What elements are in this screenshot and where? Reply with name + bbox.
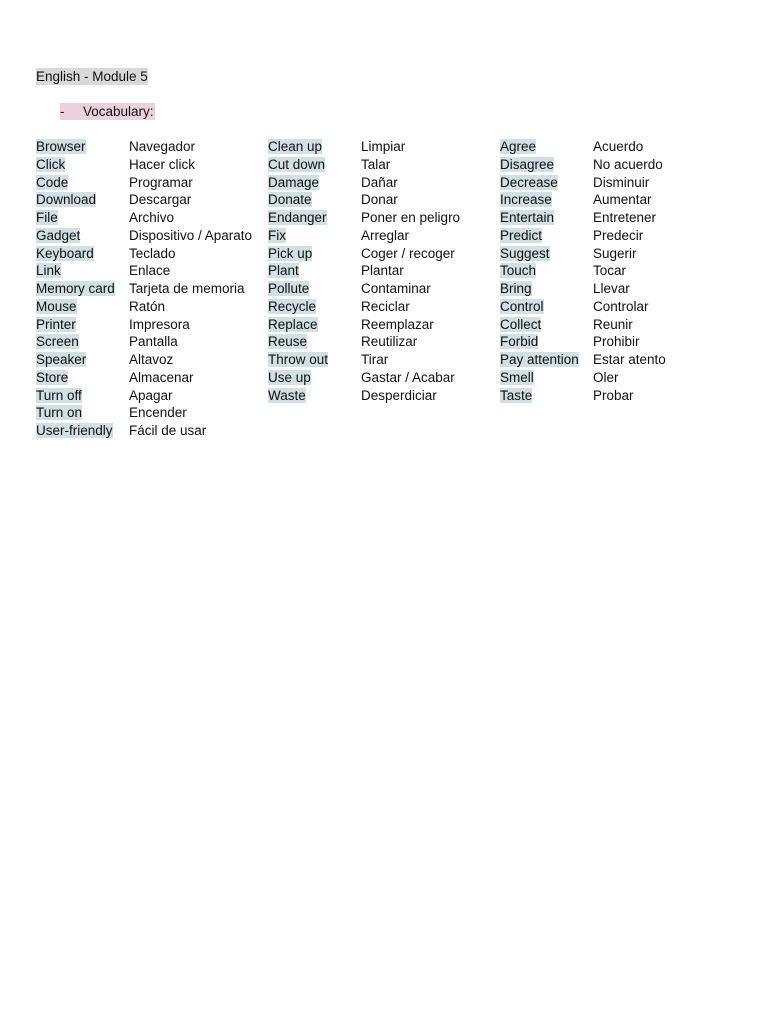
english-term — [268, 387, 361, 405]
vocab-row — [268, 191, 460, 209]
english-term-text: Pick up — [268, 245, 313, 261]
english-term — [36, 369, 129, 387]
english-term-text: Click — [36, 156, 66, 172]
english-term — [268, 245, 361, 263]
spanish-translation: Apagar — [129, 387, 173, 403]
vocab-row — [500, 191, 666, 209]
english-term-text: Smell — [500, 369, 534, 385]
vocab-row — [36, 404, 252, 422]
english-term — [500, 280, 593, 298]
vocab-row — [268, 156, 460, 174]
english-term-text: User-friendly — [36, 423, 113, 438]
english-term — [268, 209, 361, 227]
spanish-translation: Tocar — [593, 263, 627, 279]
vocab-row — [268, 387, 460, 405]
english-term-text: Collect — [500, 316, 542, 332]
vocab-row — [500, 156, 666, 174]
english-term-text: Use up — [268, 369, 311, 385]
english-term-text: Gadget — [36, 227, 81, 243]
english-term-text: Speaker — [36, 352, 87, 367]
english-term — [36, 156, 129, 174]
english-term — [36, 387, 129, 405]
english-term-text: Turn on — [36, 405, 83, 421]
spanish-translation: Gastar / Acabar — [361, 369, 455, 385]
spanish-translation: Dispositivo / Aparato — [129, 227, 253, 243]
vocabulary-heading — [60, 103, 155, 120]
vocab-row — [268, 316, 460, 334]
english-term — [36, 280, 129, 298]
spanish-translation: Reutilizar — [361, 334, 418, 350]
spanish-translation: Encender — [129, 405, 187, 421]
english-term — [36, 262, 129, 280]
vocab-row — [36, 280, 252, 298]
english-term-text: Screen — [36, 334, 79, 350]
vocab-row — [36, 262, 252, 280]
english-term — [268, 227, 361, 245]
spanish-translation: Entretener — [593, 210, 657, 225]
english-term — [500, 227, 593, 245]
english-term-text: Link — [36, 263, 61, 279]
english-term — [500, 156, 593, 174]
spanish-translation: No acuerdo — [593, 156, 663, 172]
english-term — [268, 298, 361, 316]
spanish-translation: Predecir — [593, 227, 644, 243]
english-term-text: Store — [36, 369, 69, 385]
vocab-column-3 — [500, 138, 666, 404]
english-term-text: Replace — [268, 316, 318, 332]
english-term-text: Printer — [36, 316, 76, 332]
vocab-row — [268, 333, 460, 351]
spanish-translation: Tarjeta de memoria — [129, 281, 245, 296]
spanish-translation: Reciclar — [361, 298, 410, 314]
vocab-row — [268, 227, 460, 245]
english-term-text: Download — [36, 192, 97, 208]
english-term-text: Disagree — [500, 156, 555, 172]
spanish-translation: Hacer click — [129, 156, 196, 172]
spanish-translation: Probar — [593, 387, 634, 403]
english-term — [500, 138, 593, 156]
spanish-translation: Limpiar — [361, 139, 406, 154]
english-term-text: Recycle — [268, 298, 317, 314]
english-term — [268, 316, 361, 334]
vocab-row — [268, 174, 460, 192]
vocab-row — [500, 280, 666, 298]
english-term-text: Entertain — [500, 210, 555, 225]
english-term-text: Reuse — [268, 334, 308, 350]
english-term-text: Mouse — [36, 298, 77, 314]
vocab-row — [268, 298, 460, 316]
english-term-text: Endanger — [268, 210, 327, 225]
spanish-translation: Plantar — [361, 263, 404, 279]
spanish-translation: Descargar — [129, 192, 192, 208]
english-term — [36, 245, 129, 263]
spanish-translation: Programar — [129, 174, 193, 190]
spanish-translation: Reunir — [593, 316, 633, 332]
english-term-text: Waste — [268, 387, 306, 403]
vocab-row — [500, 138, 666, 156]
spanish-translation: Llevar — [593, 281, 630, 296]
english-term — [36, 174, 129, 192]
vocab-column-2 — [268, 138, 460, 404]
vocab-row — [36, 227, 252, 245]
english-term — [500, 333, 593, 351]
vocab-row — [268, 209, 460, 227]
spanish-translation: Tirar — [361, 352, 389, 367]
vocab-row — [268, 369, 460, 387]
english-term-text: Pollute — [268, 281, 310, 296]
english-term — [500, 191, 593, 209]
english-term-text: Touch — [500, 263, 537, 279]
english-term — [36, 316, 129, 334]
english-term — [500, 174, 593, 192]
english-term — [268, 156, 361, 174]
vocab-row — [36, 333, 252, 351]
spanish-translation: Coger / recoger — [361, 245, 455, 261]
english-term — [500, 369, 593, 387]
spanish-translation: Fácil de usar — [129, 423, 207, 438]
vocab-row — [500, 174, 666, 192]
spanish-translation: Disminuir — [593, 174, 650, 190]
vocab-row — [268, 138, 460, 156]
english-term — [268, 351, 361, 369]
vocab-row — [268, 280, 460, 298]
english-term-text: Suggest — [500, 245, 550, 261]
vocab-row — [36, 298, 252, 316]
spanish-translation: Sugerir — [593, 245, 637, 261]
spanish-translation: Dañar — [361, 174, 398, 190]
vocab-row — [500, 209, 666, 227]
spanish-translation: Ratón — [129, 298, 166, 314]
english-term — [268, 174, 361, 192]
bullet-dash: - — [60, 104, 65, 119]
vocab-row — [500, 262, 666, 280]
vocab-row — [268, 351, 460, 369]
english-term — [36, 227, 129, 245]
english-term-text: Turn off — [36, 387, 82, 403]
spanish-translation: Pantalla — [129, 334, 178, 350]
vocab-row — [36, 316, 252, 334]
english-term-text: Browser — [36, 139, 86, 154]
spanish-translation: Navegador — [129, 139, 196, 154]
english-term-text: Keyboard — [36, 245, 94, 261]
vocab-row — [268, 245, 460, 263]
english-term-text: Forbid — [500, 334, 539, 350]
vocab-row — [268, 262, 460, 280]
vocab-row — [36, 387, 252, 405]
english-term — [36, 422, 129, 440]
english-term — [268, 262, 361, 280]
english-term — [36, 298, 129, 316]
english-term-text: Fix — [268, 227, 286, 243]
vocab-row — [500, 387, 666, 405]
vocab-row — [36, 422, 252, 440]
spanish-translation: Arreglar — [361, 227, 410, 243]
vocab-row — [500, 316, 666, 334]
english-term-text: Donate — [268, 192, 312, 208]
vocab-row — [36, 209, 252, 227]
english-term-text: Decrease — [500, 174, 558, 190]
spanish-translation: Poner en peligro — [361, 210, 461, 225]
english-term-text: Pay attention — [500, 352, 579, 367]
spanish-translation: Prohibir — [593, 334, 640, 350]
spanish-translation: Aumentar — [593, 192, 652, 208]
english-term — [268, 369, 361, 387]
vocab-row — [36, 156, 252, 174]
vocab-row — [36, 191, 252, 209]
spanish-translation: Controlar — [593, 298, 649, 314]
spanish-translation: Estar atento — [593, 352, 666, 367]
english-term-text: Memory card — [36, 281, 115, 296]
english-term — [500, 298, 593, 316]
spanish-translation: Teclado — [129, 245, 176, 261]
spanish-translation: Archivo — [129, 210, 175, 225]
vocab-row — [500, 369, 666, 387]
english-term — [36, 209, 129, 227]
english-term-text: File — [36, 210, 58, 225]
english-term-text: Predict — [500, 227, 543, 243]
spanish-translation: Contaminar — [361, 281, 431, 296]
vocab-row — [36, 351, 252, 369]
vocab-row — [36, 245, 252, 263]
english-term — [500, 387, 593, 405]
english-term — [268, 333, 361, 351]
vocab-row — [500, 245, 666, 263]
spanish-translation: Impresora — [129, 316, 190, 332]
spanish-translation: Donar — [361, 192, 398, 208]
spanish-translation: Oler — [593, 369, 619, 385]
vocab-row — [500, 333, 666, 351]
english-term — [500, 262, 593, 280]
vocab-row — [36, 138, 252, 156]
english-term — [500, 316, 593, 334]
spanish-translation: Desperdiciar — [361, 387, 437, 403]
english-term-text: Cut down — [268, 156, 326, 172]
spanish-translation: Talar — [361, 156, 391, 172]
page-title: English - Module 5 — [36, 69, 148, 84]
english-term-text: Throw out — [268, 352, 329, 367]
english-term — [36, 404, 129, 422]
spanish-translation: Acuerdo — [593, 139, 644, 154]
vocab-row — [500, 298, 666, 316]
english-term-text: Control — [500, 298, 544, 314]
vocabulary-label: Vocabulary: — [83, 104, 154, 119]
english-term — [500, 209, 593, 227]
english-term-text: Increase — [500, 192, 552, 208]
vocab-row — [500, 227, 666, 245]
english-term — [268, 138, 361, 156]
vocab-row — [500, 351, 666, 369]
vocab-column-1 — [36, 138, 252, 440]
english-term — [268, 191, 361, 209]
english-term — [36, 191, 129, 209]
english-term — [36, 138, 129, 156]
english-term — [268, 280, 361, 298]
spanish-translation: Enlace — [129, 263, 171, 279]
english-term-text: Damage — [268, 174, 320, 190]
english-term — [36, 351, 129, 369]
spanish-translation: Reemplazar — [361, 316, 434, 332]
english-term — [36, 333, 129, 351]
english-term-text: Code — [36, 174, 69, 190]
english-term — [500, 351, 593, 369]
english-term-text: Plant — [268, 263, 299, 279]
english-term-text: Taste — [500, 387, 533, 403]
spanish-translation: Almacenar — [129, 369, 194, 385]
english-term-text: Agree — [500, 139, 537, 154]
spanish-translation: Altavoz — [129, 352, 174, 367]
english-term-text: Clean up — [268, 139, 323, 154]
vocab-row — [36, 369, 252, 387]
vocab-row — [36, 174, 252, 192]
english-term — [500, 245, 593, 263]
english-term-text: Bring — [500, 281, 532, 296]
